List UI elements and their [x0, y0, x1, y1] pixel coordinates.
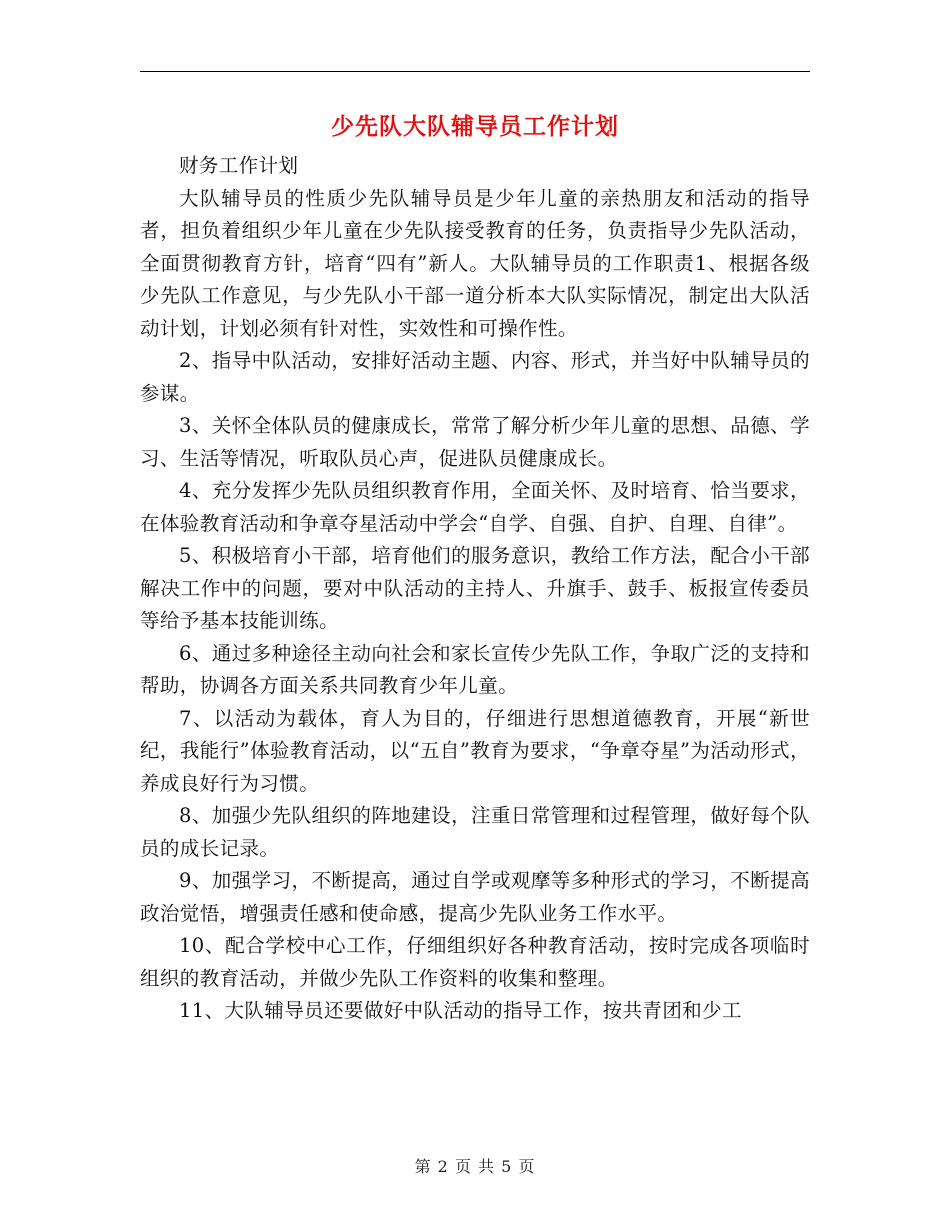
paragraph-4: 4、充分发挥少先队员组织教育作用，全面关怀、及时培育、恰当要求，在体验教育活动和争章夺星活动中学会“自学、自强、自护、自理、自律”。	[140, 479, 810, 535]
paragraph-7: 7、以活动为载体，育人为目的，仔细进行思想道德教育，开展“新世纪，我能行”体验教育活动，以“五自”教育为要求，“争章夺星”为活动形式，养成良好行为习惯。	[140, 706, 810, 795]
page-footer: 第 2 页 共 5 页	[414, 1157, 536, 1176]
paragraph-11: 11、大队辅导员还要做好中队活动的指导工作，按共青团和少工	[179, 999, 742, 1022]
paragraph-5: 5、积极培育小干部，培育他们的服务意识，教给工作方法，配合小干部解决工作中的问题，要对中队活动的主持人、升旗手、鼓手、板报宣传委员等给予基本技能训练。	[140, 544, 810, 632]
header-rule	[140, 71, 810, 72]
paragraph-10: 10、配合学校中心工作，仔细组织好各种教育活动，按时完成各项临时组织的教育活动，并做少先队工作资料的收集和整理。	[140, 934, 810, 990]
paragraph-3: 3、关怀全体队员的健康成长，常常了解分析少年儿童的思想、品德、学习、生活等情况，听取队员心声，促进队员健康成长。	[140, 414, 810, 470]
paragraph-2: 2、指导中队活动，安排好活动主题、内容、形式，并当好中队辅导员的参谋。	[140, 349, 810, 405]
paragraph-6: 6、通过多种途径主动向社会和家长宣传少先队工作，争取广泛的支持和帮助，协调各方面关系共同教育少年儿童。	[140, 641, 810, 697]
paragraph-8: 8、加强少先队组织的阵地建设，注重日常管理和过程管理，做好每个队员的成长记录。	[140, 804, 810, 860]
paragraph-9: 9、加强学习，不断提高，通过自学或观摩等多种形式的学习，不断提高政治觉悟，增强责任感和使命感，提高少先队业务工作水平。	[140, 869, 810, 925]
paragraph-subtitle: 财务工作计划	[179, 154, 299, 177]
document-body	[140, 150, 810, 1028]
document-title: 少先队大队辅导员工作计划	[331, 114, 619, 140]
paragraph-1: 大队辅导员的性质少先队辅导员是少年儿童的亲热朋友和活动的指导者，担负着组织少年儿童在少先队接受教育的任务，负责指导少先队活动，全面贯彻教育方针，培育“四有”新人。大队辅导员的工作职责1、根据各级少先队工作意见，与少先队小干部一道分析本大队实际情况，制定出大队活动计划，计划必须有针对性，实效性和可操作性。	[140, 186, 810, 340]
